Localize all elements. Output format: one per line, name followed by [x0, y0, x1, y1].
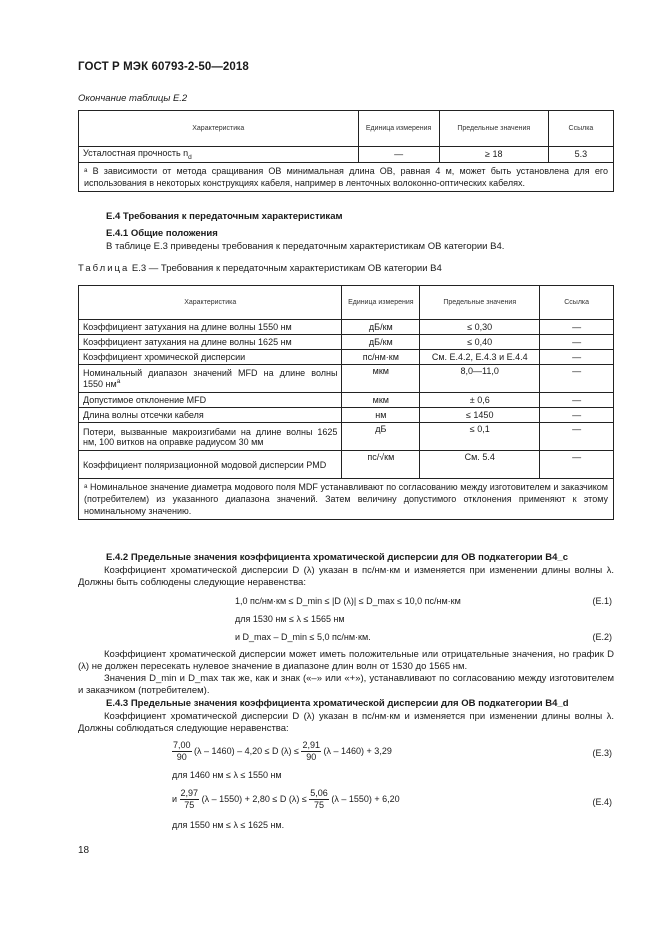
- cell-value: ≤ 1450: [420, 408, 540, 423]
- table-e3: [78, 285, 614, 520]
- cell-unit: мкм: [342, 365, 420, 393]
- cell-char: Коэффициент затухания на длине волны 1550 нм: [79, 320, 342, 335]
- cell-char: Допустимое отклонение MFD: [79, 393, 342, 408]
- cell-char: Коэффициент затухания на длине волны 1625 нм: [79, 335, 342, 350]
- cell-char: Длина волны отсечки кабеля: [79, 408, 342, 423]
- page-number: 18: [78, 845, 90, 856]
- cell-char: Коэффициент поляризационной модовой дисперсии PMD: [79, 451, 342, 479]
- cell-ref: —: [540, 320, 614, 335]
- equation-e3-condition: для 1460 нм ≤ λ ≤ 1550 нм: [172, 770, 282, 780]
- cell-char: Коэффициент хромической дисперсии: [79, 350, 342, 365]
- cell-ref: —: [540, 365, 614, 393]
- table-row: [79, 320, 614, 335]
- table-row: [79, 423, 614, 451]
- section-e42-p1: Коэффициент хроматической дисперсии D (λ) указан в пс/нм·км и изменяется при изменении длины волны λ. Должны быть соблюдены следующие неравенства:: [78, 565, 614, 588]
- th-limits: Предельные значения: [420, 286, 540, 320]
- table-footnote-row: [79, 479, 614, 520]
- th-characteristic: Характеристика: [79, 286, 342, 320]
- cell-char: Номинальный диапазон значений MFD на длине волны 1550 $нм^a$: [79, 365, 342, 393]
- section-e42-title: Е.4.2 Предельные значения коэффициента хроматической дисперсии для ОВ подкатегории В4_с: [106, 552, 568, 563]
- cell-ref: —: [540, 423, 614, 451]
- fraction: $\frac{2,91}{90}$: [302, 740, 321, 762]
- cell-ref: —: [540, 451, 614, 479]
- cell-unit: мкм: [342, 393, 420, 408]
- equation-e3-number: (Е.3): [592, 748, 612, 758]
- cell-unit: пс/нм·км: [342, 350, 420, 365]
- cell-value: ≤ 0,30: [420, 320, 540, 335]
- cell-unit: дБ/км: [342, 320, 420, 335]
- fraction: $\frac{5,06}{75}$: [310, 788, 328, 810]
- equation-e2: и D_max – D_min ≤ 5,0 пс/нм·км.: [235, 632, 371, 642]
- cell-unit: дБ: [342, 423, 420, 451]
- cell-unit: дБ/км: [342, 335, 420, 350]
- table-row: [79, 408, 614, 423]
- cell-value: ± 0,6: [420, 393, 540, 408]
- section-e41-text: В таблице Е.3 приведены требования к передаточным характеристикам ОВ категории В4.: [106, 241, 505, 252]
- cell-char: Потери, вызванные макроизгибами на длине волны 1625 нм, 100 витков на оправке радиусом 30 мм: [79, 423, 342, 451]
- section-e42-p2: Коэффициент хроматической дисперсии может иметь положительные или отрицательные значения, но график D (λ) не должен пересекать нулевое значение в диапазоне длин волн от 1530 до 1565 нм.: [78, 649, 614, 672]
- cell-value: ≤ 0,1: [420, 423, 540, 451]
- table-row: [79, 350, 614, 365]
- section-e43-title: Е.4.3 Предельные значения коэффициента хроматической дисперсии для ОВ подкатегории В4_d: [106, 698, 569, 709]
- cell-value: 8,0—11,0: [420, 365, 540, 393]
- table-row: [79, 393, 614, 408]
- cell-value: См. Е.4.2, Е.4.3 и Е.4.4: [420, 350, 540, 365]
- cell-value: ≤ 0,40: [420, 335, 540, 350]
- table-e2: [78, 110, 614, 192]
- table-footnote-row: [79, 162, 614, 191]
- cell-ref: —: [540, 350, 614, 365]
- th-reference: Ссылка: [548, 111, 613, 147]
- equation-e3: $\frac{7,00}{90}$ (λ – 1460) – 4,20 ≤ D (λ) ≤ $\frac{2,91}{90}$ (λ – 1460) + 3,29: [173, 740, 392, 762]
- fraction: $\frac{2,97}{75}$: [180, 788, 199, 810]
- th-limits: Предельные значения: [439, 111, 548, 147]
- table-row: [79, 147, 614, 163]
- cell-unit: —: [358, 147, 439, 163]
- table-footnote: ᵃ Номинальное значение диаметра модового поля MDF устанавливают по согласованию между изготовителем и заказчиком (потребителем) из указанного диапазона значений. Затем величину допустимого отклонения применяют к этому номинальному значению.: [79, 479, 614, 520]
- cell-char: Усталостная прочность $n_d$: [79, 147, 359, 163]
- cell-value: См. 5.4: [420, 451, 540, 479]
- equation-e4-number: (Е.4): [592, 797, 612, 807]
- cell-unit: нм: [342, 408, 420, 423]
- section-e42-p3: Значения D_min и D_max так же, как и знак («–» или «+»), устанавливают по согласованию между изготовителем и заказчиком (потребителем).: [78, 673, 614, 696]
- th-unit: Единица измерения: [342, 286, 420, 320]
- fraction: $\frac{7,00}{90}$: [173, 740, 191, 762]
- th-unit: Единица измерения: [358, 111, 439, 147]
- equation-e1: 1,0 пс/нм·км ≤ D_min ≤ |D (λ)| ≤ D_max ≤ 10,0 пс/нм·км: [235, 596, 461, 606]
- th-characteristic: Характеристика: [79, 111, 359, 147]
- cell-value: ≥ 18: [439, 147, 548, 163]
- equation-e1-condition: для 1530 нм ≤ λ ≤ 1565 нм: [235, 614, 345, 624]
- table-row: [79, 451, 614, 479]
- section-e43-p1: Коэффициент хроматической дисперсии D (λ) указан в пс/нм·км и изменяется при изменении длины волны λ. Должны соблюдаться следующие неравенства:: [78, 711, 614, 734]
- cell-ref: —: [540, 408, 614, 423]
- cell-unit: пс/√км: [342, 451, 420, 479]
- document-header: ГОСТ Р МЭК 60793-2-50—2018: [78, 61, 249, 73]
- table-e3-caption: Таблица Е.3 — Требования к передаточным характеристикам ОВ категории В4: [78, 263, 442, 274]
- section-e4-title: Е.4 Требования к передаточным характеристикам: [106, 211, 343, 222]
- equation-e4: и $\frac{2,97}{75}$ (λ – 1550) + 2,80 ≤ D (λ) ≤ $\frac{5,06}{75}$ (λ – 1550) + 6,20: [172, 788, 400, 810]
- cell-ref: —: [540, 335, 614, 350]
- equation-e4-condition: для 1550 нм ≤ λ ≤ 1625 нм.: [172, 820, 285, 830]
- equation-e2-number: (Е.2): [592, 632, 612, 642]
- cell-ref: 5.3: [548, 147, 613, 163]
- table-e2-caption: Окончание таблицы Е.2: [78, 93, 188, 104]
- cell-ref: —: [540, 393, 614, 408]
- table-row: [79, 365, 614, 393]
- table-row: [79, 335, 614, 350]
- th-reference: Ссылка: [540, 286, 614, 320]
- section-e41-title: Е.4.1 Общие положения: [106, 228, 218, 239]
- table-footnote: ᵃ В зависимости от метода сращивания ОВ минимальная длина ОВ, равная 4 м, может быть установлена для его использования в некоторых конструкциях кабеля, например в ленточных волоконно-оптических кабелях.: [79, 162, 614, 191]
- equation-e1-number: (Е.1): [592, 596, 612, 606]
